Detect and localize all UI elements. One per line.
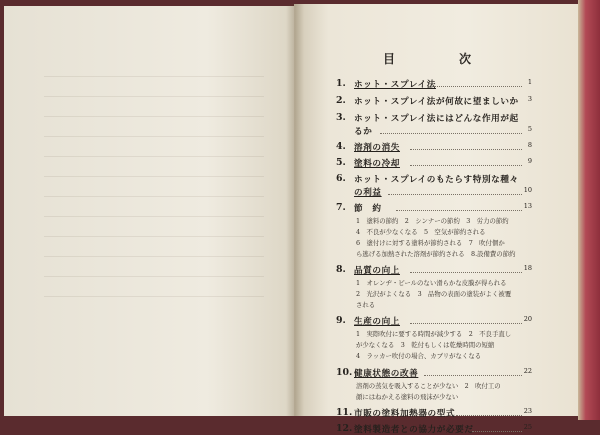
entry-title: 塗料製造者との協力が必要だ: [354, 425, 474, 435]
sub-line: が少なくなる 3 乾付もしくは乾燥時間の短縮: [356, 341, 495, 349]
entry-page: 13: [523, 202, 532, 210]
sub-line: 1 塗料の節約 2 シンナーの節約 3 労力の節約: [356, 217, 509, 225]
entry-number: 5.: [336, 157, 346, 168]
entry-title: 健康状態の改善: [354, 369, 419, 379]
entry-number: 10.: [336, 367, 353, 378]
entry-page: 9: [527, 157, 532, 165]
entry-number: 3.: [336, 112, 346, 123]
entry-number: 11.: [336, 407, 353, 418]
entry-number: 7.: [336, 202, 346, 213]
entry-title-cont: るか: [354, 127, 373, 137]
entry-title: 生産の向上: [354, 317, 400, 327]
book-gutter: [286, 4, 304, 416]
entry-title: 品質の向上: [354, 266, 400, 276]
book-cover-edge: [578, 0, 600, 420]
entry-number: 8.: [336, 264, 346, 275]
entry-title: ホット・スプレイ法が何故に望ましいか: [354, 97, 519, 107]
sub-line: 4 不良が少なくなる 5 空気が節約される: [356, 228, 486, 236]
entry-title: 溶剤の消失: [354, 143, 400, 153]
entry-page: 5: [527, 125, 532, 133]
sub-line: 顔にはねかえる塗料の飛沫が少ない: [356, 393, 459, 401]
entry-number: 4.: [336, 141, 346, 152]
entry-page: 1: [527, 78, 532, 86]
entry-number: 6.: [336, 173, 346, 184]
sub-line: 1 オレンヂ・ピールのない滑らかな皮膜が得られる: [356, 279, 507, 287]
entry-page: 25: [523, 423, 532, 431]
entry-page: 22: [523, 367, 532, 375]
left-page: [4, 6, 294, 416]
sub-line: 1 実際吹付に要する時間が減少する 2 不良手直し: [356, 330, 512, 338]
entry-page: 20: [523, 315, 532, 323]
toc-title: 目 次: [382, 52, 497, 66]
sub-line: 溶剤の蒸気を吸入することが少ない 2 吹付工の: [356, 382, 501, 390]
sub-line: ら逃げる加熱された溶剤が節約される 8.設備費の節約: [356, 250, 516, 258]
sub-line: 2 光沢がよくなる 3 品物の表面の塗装がよく被覆: [356, 290, 512, 298]
entry-number: 2.: [336, 95, 346, 106]
entry-title: 塗料の冷却: [354, 159, 400, 169]
entry-title-cont: の利益: [354, 188, 382, 198]
entry-title: 市販の塗料加熱器の型式: [354, 409, 456, 419]
entry-title: 節 約: [354, 204, 382, 214]
entry-title: ホット・スプレイのもたらす特別な種々: [354, 175, 519, 185]
entry-title: ホット・スプレイ法にはどんな作用が起: [354, 114, 519, 124]
entry-page: 8: [527, 141, 532, 149]
entry-number: 1.: [336, 78, 346, 89]
sub-line: 4 ラッカー吹付の場合、カブリがなくなる: [356, 352, 482, 360]
entry-page: 10: [523, 186, 532, 194]
sub-line: 6 塗付けに対する塗料が節約される 7 吹付個か: [356, 239, 505, 247]
entry-number: 12.: [336, 423, 353, 434]
entry-page: 18: [523, 264, 532, 272]
entry-page: 3: [527, 95, 532, 103]
entry-number: 9.: [336, 315, 346, 326]
entry-page: 23: [523, 407, 532, 415]
entry-title: ホット・スプレイ法: [354, 80, 436, 90]
sub-line: される: [356, 301, 376, 309]
